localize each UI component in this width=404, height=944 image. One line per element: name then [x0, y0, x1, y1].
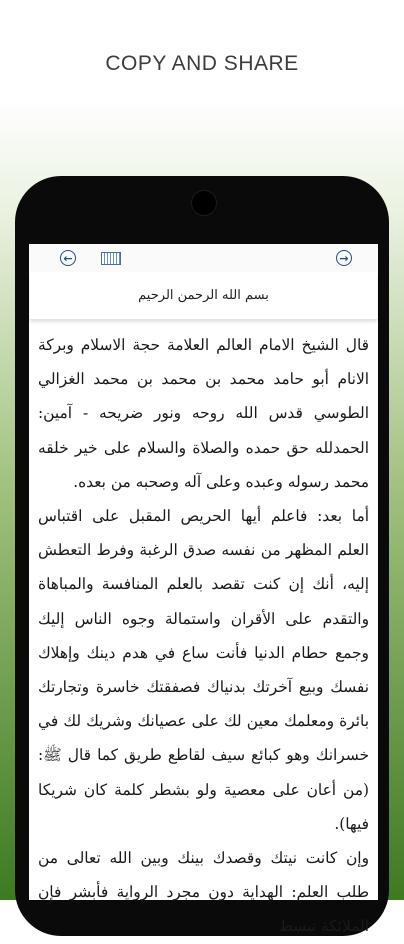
- toolbar: [29, 244, 378, 272]
- arrow-left-circle-icon: ←: [60, 250, 76, 266]
- forward-button[interactable]: [334, 248, 354, 268]
- book-index-button[interactable]: [101, 248, 121, 268]
- book-text[interactable]: [29, 320, 378, 944]
- arrow-right-circle-icon: →: [336, 250, 352, 266]
- back-button[interactable]: [58, 248, 78, 268]
- text-paragraph: قال الشيخ الامام العالم العلامة حجة الاسلام وبركة الانام أبو حامد محمد بن محمد بن محمد الغزالي الطوسي قدس الله روحه ونور ضريحه - آمين: الحمدلله حق حمده والصلاة والسلام على خير خلقه محمد رسوله وعبده وعلى آله وصحبه من بعده.: [38, 336, 369, 491]
- book-icon: [101, 252, 121, 265]
- text-paragraph: أما بعد: فاعلم أيها الحريص المقبل على اقتباس العلم المظهر من نفسه صدق الرغبة وفرط التعطش إليه، أنك إن كنت تقصد بالعلم المنافسة والمباهاة والتقدم على الأقران واستمالة وجوه الناس إليك وجمع حطام الدنيا فأنت ساع في هدم دينك وإهلاك نفسك وبيع آخرتك بدنياك فصفقتك خاسرة وتجارتك بائرة ومعلمك معين لك على عصيانك وشريك لك في خسرانك وهو كبائع سيف لقاطع طريق كما قال ﷺ: (من أعان على معصية ولو بشطر كلمة كان شريكا فيها).: [38, 507, 369, 833]
- promo-title: COPY AND SHARE: [105, 52, 299, 75]
- text-paragraph: وإن كانت نيتك وقصدك بينك وبين الله تعالى من طلب العلم: الهداية دون مجرد الرواية فأبشر فإن الملائكة تبسط: [38, 849, 369, 936]
- chapter-header: [30, 272, 377, 320]
- app-screen: [29, 244, 378, 936]
- bismillah-heading: بسم الله الرحمن الرحيم: [138, 288, 269, 303]
- camera-hole: [191, 190, 217, 216]
